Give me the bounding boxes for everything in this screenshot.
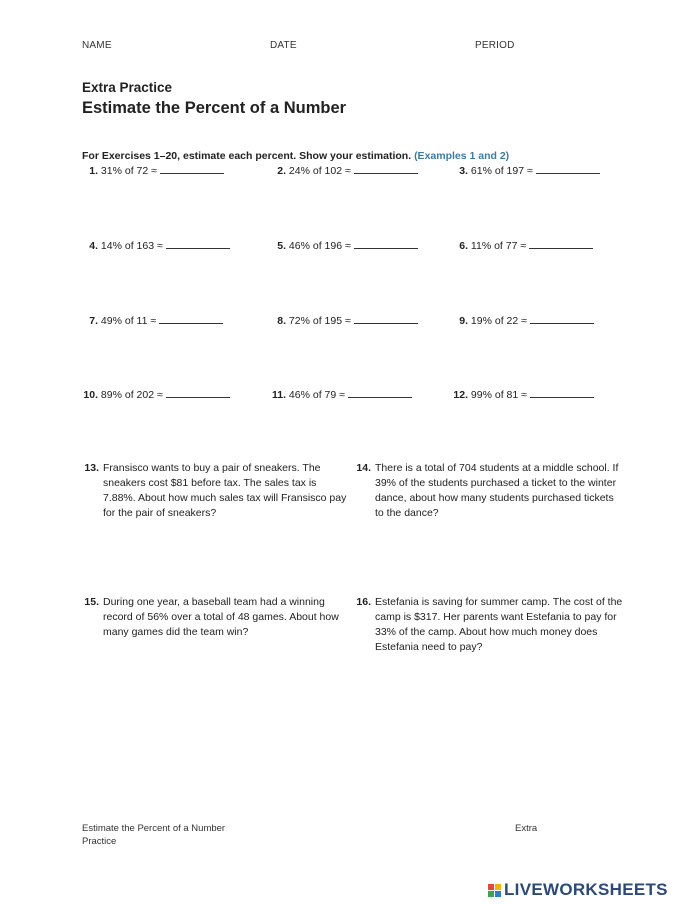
exercise-5 xyxy=(270,240,418,252)
exercise-number: 4. xyxy=(89,240,98,252)
exercise-number: 11. xyxy=(271,389,286,401)
exercise-text: 99% of 81 ≈ xyxy=(470,389,527,401)
exercise-number: 5. xyxy=(277,240,286,252)
problem-14 xyxy=(354,461,623,521)
exercise-text: 19% of 22 ≈ xyxy=(470,315,527,327)
answer-blank[interactable] xyxy=(159,322,223,324)
exercise-number: 8. xyxy=(277,315,286,327)
liveworksheets-logo-icon xyxy=(488,884,501,897)
footer-left-line1: Estimate the Percent of a Number xyxy=(82,823,226,834)
footer-left xyxy=(82,822,225,848)
exercise-number: 1. xyxy=(89,165,98,177)
exercise-number: 12. xyxy=(453,389,468,401)
exercise-text: 61% of 197 ≈ xyxy=(470,165,533,177)
exercise-text: 49% of 11 ≈ xyxy=(100,315,157,327)
problem-13 xyxy=(82,461,351,521)
exercise-number: 7. xyxy=(89,315,98,327)
answer-blank[interactable] xyxy=(166,247,230,249)
problem-number: 15. xyxy=(84,596,99,608)
answer-blank[interactable] xyxy=(166,396,230,398)
problem-text: Estefania is saving for summer camp. The cost of the camp is $317. Her parents want Estefania to pay for 33% of the camp. About how much money does Estefania need to pay? xyxy=(375,596,623,653)
problem-text: Fransisco wants to buy a pair of sneakers. The sneakers cost $81 before tax. The sales tax is 7.88%. About how much sales tax will Fransisco pay for the pair of sneakers? xyxy=(103,462,347,519)
instructions-text: For Exercises 1–20, estimate each percent. Show your estimation. xyxy=(82,150,412,162)
exercise-10 xyxy=(82,389,230,401)
exercise-text: 89% of 202 ≈ xyxy=(100,389,163,401)
exercise-2 xyxy=(270,165,418,177)
answer-blank[interactable] xyxy=(536,172,600,174)
exercise-text: 11% of 77 ≈ xyxy=(470,240,527,252)
exercise-text: 72% of 195 ≈ xyxy=(288,315,351,327)
instructions xyxy=(82,150,509,162)
examples-link[interactable]: (Examples 1 and 2) xyxy=(414,150,510,162)
exercise-number: 10. xyxy=(83,389,98,401)
answer-blank[interactable] xyxy=(354,172,418,174)
answer-blank[interactable] xyxy=(354,322,418,324)
exercise-number: 6. xyxy=(459,240,468,252)
problem-number: 16. xyxy=(356,596,371,608)
logo-text: LIVEWORKSHEETS xyxy=(504,880,668,899)
exercise-text: 46% of 79 ≈ xyxy=(288,389,345,401)
exercise-text: 46% of 196 ≈ xyxy=(288,240,351,252)
exercise-11 xyxy=(266,389,412,401)
answer-blank[interactable] xyxy=(160,172,224,174)
exercise-number: 2. xyxy=(277,165,286,177)
exercise-text: 14% of 163 ≈ xyxy=(100,240,163,252)
answer-blank[interactable] xyxy=(354,247,418,249)
exercise-text: 24% of 102 ≈ xyxy=(288,165,351,177)
page-title: Estimate the Percent of a Number xyxy=(82,99,347,117)
exercise-number: 3. xyxy=(459,165,468,177)
problem-number: 14. xyxy=(356,462,371,474)
exercise-4 xyxy=(82,240,230,252)
footer-left-line2: Practice xyxy=(82,836,117,847)
problem-15 xyxy=(82,595,351,640)
answer-blank[interactable] xyxy=(530,396,594,398)
header-period: PERIOD xyxy=(475,40,515,51)
page-subtitle: Extra Practice xyxy=(82,80,173,95)
liveworksheets-logo[interactable] xyxy=(488,880,668,900)
problem-16 xyxy=(354,595,623,655)
problem-text: There is a total of 704 students at a middle school. If 39% of the students purchased a ticket to the winter dance, about how many students purchased tickets to the dance? xyxy=(375,462,619,519)
answer-blank[interactable] xyxy=(348,396,412,398)
answer-blank[interactable] xyxy=(530,322,594,324)
exercise-1 xyxy=(82,165,224,177)
problem-text: During one year, a baseball team had a winning record of 56% over a total of 48 games. About how many games did the team win? xyxy=(103,596,339,638)
exercise-9 xyxy=(452,315,594,327)
footer-right: Extra xyxy=(515,823,538,834)
exercise-8 xyxy=(270,315,418,327)
problem-number: 13. xyxy=(84,462,99,474)
header-date: DATE xyxy=(270,40,297,51)
exercise-3 xyxy=(452,165,600,177)
exercise-6 xyxy=(452,240,593,252)
exercise-7 xyxy=(82,315,223,327)
header-name: NAME xyxy=(82,40,112,51)
exercise-text: 31% of 72 ≈ xyxy=(100,165,157,177)
exercise-number: 9. xyxy=(459,315,468,327)
exercise-12 xyxy=(448,389,594,401)
answer-blank[interactable] xyxy=(529,247,593,249)
